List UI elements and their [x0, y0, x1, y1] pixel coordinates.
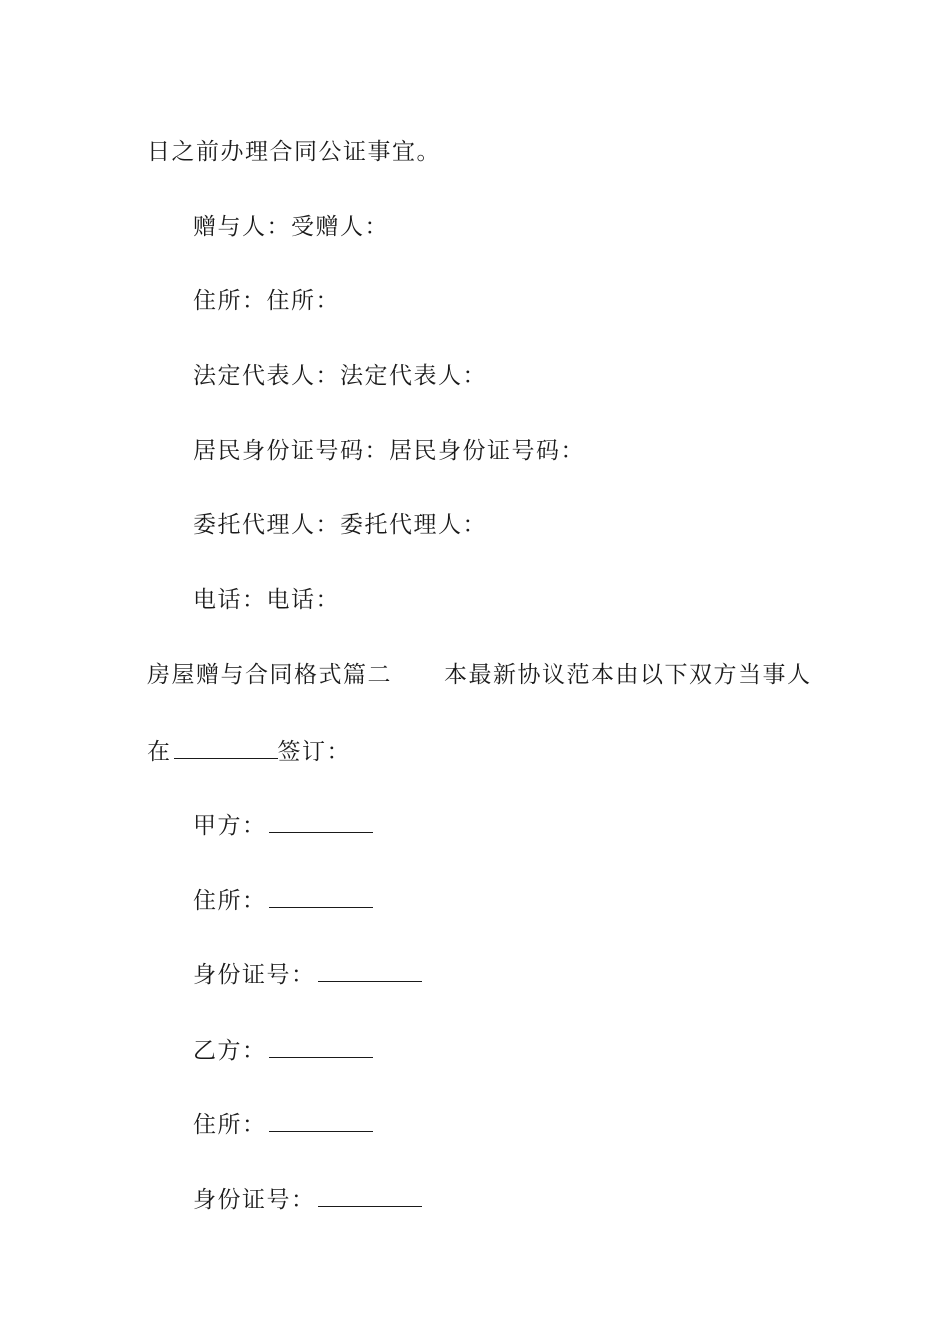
section-intro: 本最新协议范本由以下双方当事人 [444, 662, 812, 688]
text-line-address: 住所：住所： [193, 288, 340, 314]
field-party-b-address [193, 1107, 373, 1141]
field-label: 身份证号： [193, 1187, 316, 1213]
field-label: 乙方： [193, 1038, 267, 1064]
fill-blank [318, 1182, 422, 1207]
field-party-b-id [193, 1182, 422, 1216]
text-line-agent: 委托代理人：委托代理人： [193, 512, 487, 538]
text-line-id-number: 居民身份证号码：居民身份证号码： [193, 438, 585, 464]
text-line-donor-donee: 赠与人：受赠人： [193, 214, 389, 240]
field-party-a-address [193, 883, 373, 917]
sign-prefix: 在 [147, 739, 172, 765]
fill-blank [318, 957, 422, 982]
sign-location-blank [174, 734, 278, 759]
fill-blank [269, 883, 373, 908]
fill-blank [269, 808, 373, 833]
fill-blank [269, 1107, 373, 1132]
field-label: 身份证号： [193, 962, 316, 988]
field-party-b [193, 1033, 373, 1067]
sign-location-line [147, 734, 351, 768]
field-party-a-id [193, 957, 422, 991]
section-heading-line [147, 659, 812, 691]
section-title: 房屋赠与合同格式篇二 [147, 662, 392, 688]
text-line-phone: 电话：电话： [193, 587, 340, 613]
fill-blank [269, 1033, 373, 1058]
field-label: 甲方： [193, 813, 267, 839]
text-line-legal-representative: 法定代表人：法定代表人： [193, 363, 487, 389]
field-party-a [193, 808, 373, 842]
text-line-closing: 日之前办理合同公证事宜。 [147, 139, 441, 165]
field-label: 住所： [193, 888, 267, 914]
field-label: 住所： [193, 1112, 267, 1138]
sign-suffix: 签订： [277, 739, 351, 765]
